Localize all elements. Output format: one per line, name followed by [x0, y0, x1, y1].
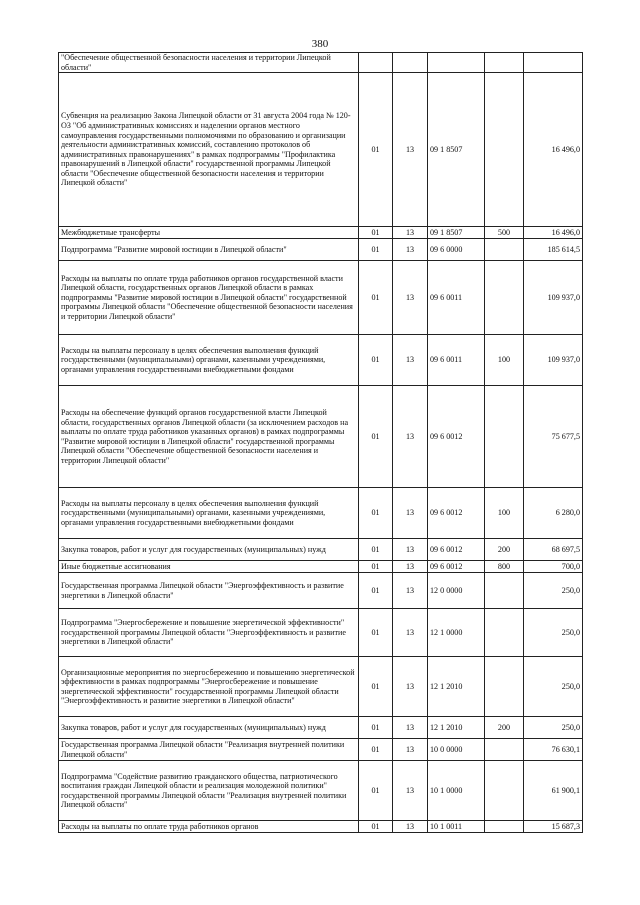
cell-name: Межбюджетные трансферты [59, 227, 359, 239]
cell-kind: 200 [485, 539, 524, 561]
cell-sum: 16 496,0 [524, 227, 583, 239]
cell-name: Расходы на выплаты по оплате труда работников органов [59, 821, 359, 833]
cell-sum: 75 677,5 [524, 386, 583, 488]
cell-sec: 01 [359, 609, 393, 657]
cell-sec: 01 [359, 717, 393, 739]
cell-csr: 10 1 0000 [428, 761, 485, 821]
cell-kind [485, 821, 524, 833]
table-row [59, 227, 583, 239]
cell-csr: 12 1 2010 [428, 717, 485, 739]
cell-sec: 01 [359, 573, 393, 609]
cell-sub: 13 [393, 73, 428, 227]
cell-csr: 12 1 2010 [428, 657, 485, 717]
budget-table [58, 52, 583, 833]
cell-kind [485, 739, 524, 761]
cell-kind [485, 261, 524, 335]
cell-csr: 09 1 8507 [428, 73, 485, 227]
cell-sec: 01 [359, 821, 393, 833]
cell-kind [485, 386, 524, 488]
cell-sec: 01 [359, 73, 393, 227]
cell-kind [485, 573, 524, 609]
table-row [59, 386, 583, 488]
cell-sub: 13 [393, 561, 428, 573]
cell-sub: 13 [393, 539, 428, 561]
table-row [59, 821, 583, 833]
cell-name: Иные бюджетные ассигнования [59, 561, 359, 573]
cell-csr: 09 1 8507 [428, 227, 485, 239]
cell-sub: 13 [393, 609, 428, 657]
cell-sum: 185 614,5 [524, 239, 583, 261]
cell-kind: 100 [485, 335, 524, 386]
cell-sec: 01 [359, 539, 393, 561]
cell-sum: 15 687,3 [524, 821, 583, 833]
cell-sub: 13 [393, 739, 428, 761]
table-row [59, 539, 583, 561]
cell-name: Расходы на выплаты персоналу в целях обеспечения выполнения функций государственными (муниципальными) органами, казенными учреждениями, органами управления государственными внебюджетными фондами [59, 488, 359, 539]
cell-sum: 109 937,0 [524, 261, 583, 335]
cell-sum: 76 630,1 [524, 739, 583, 761]
cell-name: Подпрограмма "Развитие мировой юстиции в Липецкой области" [59, 239, 359, 261]
cell-kind: 500 [485, 227, 524, 239]
cell-sum: 250,0 [524, 717, 583, 739]
cell-kind [485, 657, 524, 717]
cell-sub [393, 53, 428, 73]
cell-sub: 13 [393, 488, 428, 539]
cell-sec [359, 53, 393, 73]
cell-sub: 13 [393, 386, 428, 488]
cell-name: Организационные мероприятия по энергосбережению и повышению энергетической эффективности в рамках подпрограммы "Энергосбережение и повышение энергетической эффективности" государственной программы Липецкой области "Энергоэффективность и развитие энергетики в Липецкой области" [59, 657, 359, 717]
cell-csr: 09 6 0011 [428, 261, 485, 335]
cell-name: Закупка товаров, работ и услуг для государственных (муниципальных) нужд [59, 717, 359, 739]
cell-name: Расходы на выплаты по оплате труда работников органов государственной власти Липецкой области, государственных органов Липецкой области в рамках подпрограммы "Развитие мировой юстиции в Липецкой области" государственной программы Липецкой области "Обеспечение общественной безопасности населения и территории Липецкой области" [59, 261, 359, 335]
cell-name: "Обеспечение общественной безопасности населения и территории Липецкой области" [59, 53, 359, 73]
cell-name: Государственная программа Липецкой области "Энергоэффективность и развитие энергетики в Липецкой области" [59, 573, 359, 609]
cell-sub: 13 [393, 717, 428, 739]
cell-sec: 01 [359, 261, 393, 335]
cell-kind: 200 [485, 717, 524, 739]
table-row [59, 488, 583, 539]
cell-sec: 01 [359, 739, 393, 761]
cell-sum: 700,0 [524, 561, 583, 573]
table-row [59, 573, 583, 609]
cell-csr: 09 6 0011 [428, 335, 485, 386]
cell-name: Расходы на обеспечение функций органов государственной власти Липецкой области, государственных органов Липецкой области (за исключением расходов на выплаты по оплате труда работников указанных органов) в рамках подпрограммы "Развитие мировой юстиции в Липецкой области" государственной программы Липецкой области "Обеспечение общественной безопасности населения и территории Липецкой области" [59, 386, 359, 488]
table-row [59, 657, 583, 717]
cell-csr: 09 6 0012 [428, 561, 485, 573]
cell-sum: 250,0 [524, 573, 583, 609]
cell-sub: 13 [393, 821, 428, 833]
cell-csr: 10 1 0011 [428, 821, 485, 833]
cell-kind: 100 [485, 488, 524, 539]
cell-sum: 16 496,0 [524, 73, 583, 227]
cell-sub: 13 [393, 261, 428, 335]
cell-sub: 13 [393, 335, 428, 386]
cell-kind [485, 609, 524, 657]
cell-sum: 109 937,0 [524, 335, 583, 386]
cell-sec: 01 [359, 335, 393, 386]
cell-csr: 09 6 0012 [428, 539, 485, 561]
cell-sec: 01 [359, 561, 393, 573]
cell-csr: 09 6 0000 [428, 239, 485, 261]
table-row [59, 53, 583, 73]
cell-sub: 13 [393, 227, 428, 239]
cell-name: Субвенция на реализацию Закона Липецкой области от 31 августа 2004 года № 120-ОЗ "Об административных комиссиях и наделении органов местного самоуправления государственными полномочиями по образованию и организации деятельности административных комиссий, составлению протоколов об административных правонарушениях" в рамках подпрограммы "Профилактика правонарушений в Липецкой области" государственной программы Липецкой области "Обеспечение общественной безопасности населения и территории Липецкой области" [59, 73, 359, 227]
cell-sec: 01 [359, 239, 393, 261]
table-row [59, 73, 583, 227]
cell-name: Подпрограмма "Энергосбережение и повышение энергетической эффективности" государственной программы Липецкой области "Энергоэффективность и развитие энергетики в Липецкой области" [59, 609, 359, 657]
cell-sub: 13 [393, 761, 428, 821]
cell-csr: 09 6 0012 [428, 386, 485, 488]
table-row [59, 239, 583, 261]
table-row [59, 717, 583, 739]
table-row [59, 609, 583, 657]
cell-sec: 01 [359, 761, 393, 821]
cell-sum: 61 900,1 [524, 761, 583, 821]
cell-kind [485, 761, 524, 821]
cell-sub: 13 [393, 657, 428, 717]
table-row [59, 761, 583, 821]
cell-kind: 800 [485, 561, 524, 573]
page-number: 380 [311, 38, 329, 50]
table-row [59, 261, 583, 335]
table-row [59, 335, 583, 386]
cell-csr: 10 0 0000 [428, 739, 485, 761]
cell-kind [485, 239, 524, 261]
cell-csr: 12 0 0000 [428, 573, 485, 609]
cell-sec: 01 [359, 386, 393, 488]
cell-csr: 09 6 0012 [428, 488, 485, 539]
cell-sec: 01 [359, 657, 393, 717]
cell-sub: 13 [393, 573, 428, 609]
cell-sum: 250,0 [524, 609, 583, 657]
cell-csr [428, 53, 485, 73]
cell-name: Государственная программа Липецкой области "Реализация внутренней политики Липецкой области" [59, 739, 359, 761]
cell-name: Закупка товаров, работ и услуг для государственных (муниципальных) нужд [59, 539, 359, 561]
cell-sec: 01 [359, 227, 393, 239]
cell-sec: 01 [359, 488, 393, 539]
cell-kind [485, 53, 524, 73]
cell-name: Расходы на выплаты персоналу в целях обеспечения выполнения функций государственными (муниципальными) органами, казенными учреждениями, органами управления государственными внебюджетными фондами [59, 335, 359, 386]
cell-sum: 250,0 [524, 657, 583, 717]
cell-kind [485, 73, 524, 227]
cell-sub: 13 [393, 239, 428, 261]
cell-csr: 12 1 0000 [428, 609, 485, 657]
cell-sum [524, 53, 583, 73]
table-row [59, 561, 583, 573]
cell-sum: 6 280,0 [524, 488, 583, 539]
cell-sum: 68 697,5 [524, 539, 583, 561]
table-row [59, 739, 583, 761]
cell-name: Подпрограмма "Содействие развитию гражданского общества, патриотического воспитания граждан Липецкой области и реализация молодежной политики" государственной программы Липецкой области "Реализация внутренней политики Липецкой области" [59, 761, 359, 821]
